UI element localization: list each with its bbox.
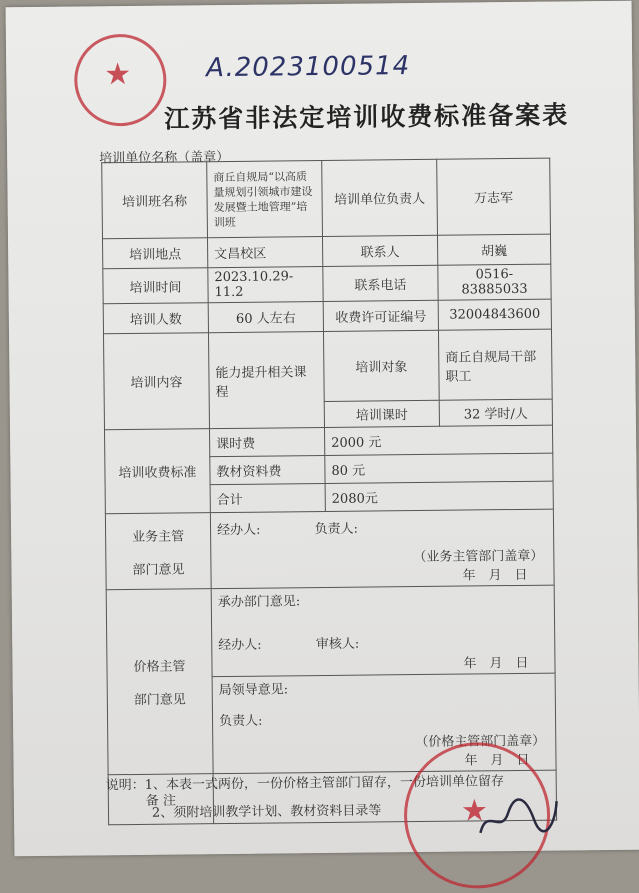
target-value: 商丘自规局干部职工: [438, 329, 552, 400]
content-value: 能力提升相关课程: [208, 331, 324, 428]
responsible-label: 培训单位负责人: [322, 159, 438, 236]
fee-item-name: 课时费: [209, 427, 324, 456]
handler-label: 经办人:: [216, 522, 261, 539]
reviewer-label: 审核人:: [315, 636, 360, 653]
location-label: 培训地点: [103, 238, 208, 269]
contact-value: 胡巍: [437, 234, 550, 265]
target-label: 培训对象: [323, 330, 439, 401]
people-label: 培训人数: [103, 303, 208, 334]
hours-label: 培训课时: [324, 400, 439, 427]
form-title: 江苏省非法定培训收费标准备案表: [164, 100, 570, 134]
business-dept-label-line1: 业务主管: [132, 528, 185, 545]
price-date: 年 月 日: [464, 752, 530, 769]
red-seal-top-left: [74, 34, 167, 127]
fee-item-amount: 80 元: [325, 453, 553, 483]
price-seal-text: （价格主管部门盖章）: [415, 733, 546, 751]
fee-total-amount: 2080元: [325, 481, 553, 511]
principal-label: 负责人:: [314, 521, 359, 538]
fee-item-name: 教材资料费: [210, 455, 325, 484]
handwritten-signature: [470, 786, 568, 857]
price-dept-label-line1: 价格主管: [133, 659, 186, 675]
phone-label: 联系电话: [323, 265, 438, 301]
price-dept-label-line2: 部门意见: [133, 692, 186, 708]
business-dept-label-line2: 部门意见: [132, 561, 185, 578]
fee-total-label: 合计: [210, 483, 325, 512]
business-seal-text: （业务主管部门盖章）: [413, 548, 544, 566]
time-label: 培训时间: [103, 268, 208, 304]
undertaking-opinion-cell: [211, 585, 555, 677]
hours-value: 32 学时/人: [439, 399, 552, 426]
contact-label: 联系人: [322, 235, 437, 266]
reference-number: A.2023100514: [206, 51, 411, 84]
undertaking-opinion-label: 承办部门意见:: [217, 594, 301, 611]
responsible-value: 万志军: [437, 158, 551, 235]
handler-label: 经办人:: [218, 637, 262, 654]
filing-form-table: [101, 158, 557, 829]
undertaking-date: 年 月 日: [463, 655, 529, 672]
license-value: 32004843600: [438, 299, 551, 330]
remarks-label: 备 注: [108, 774, 214, 825]
document-page: [6, 1, 639, 857]
fee-label: 培训收费标准: [105, 429, 211, 514]
location-value: 文昌校区: [207, 236, 322, 267]
fee-item-amount: 2000 元: [324, 425, 552, 455]
training-unit-label: 培训单位名称（盖章）: [99, 149, 230, 167]
business-dept-opinion: [210, 509, 554, 589]
note-line-1: 说明：1、本表一式两份，一份价格主管部门留存，一份培训单位留存: [105, 774, 505, 794]
class-name-value: 商丘自规局“以高质量规划引领城市建设发展暨土地管理”培训班: [207, 160, 323, 237]
time-value: 2023.10.29-11.2: [208, 266, 323, 302]
note-line-2: 2、须附培训教学计划、教材资料目录等: [151, 803, 382, 821]
people-value: 60 人左右: [208, 301, 323, 332]
license-label: 收费许可证编号: [323, 300, 438, 331]
price-dept-label: [106, 589, 213, 775]
leader-opinion-label: 局领导意见:: [218, 682, 289, 699]
business-dept-label: [105, 513, 211, 590]
phone-value: 0516-83885033: [438, 264, 551, 300]
star-icon: ★: [460, 793, 489, 829]
class-name-label: 培训班名称: [102, 162, 208, 239]
business-date: 年 月 日: [462, 567, 528, 584]
leader-principal-label: 负责人:: [218, 713, 263, 730]
content-label: 培训内容: [103, 333, 209, 430]
star-icon: ★: [104, 56, 132, 93]
